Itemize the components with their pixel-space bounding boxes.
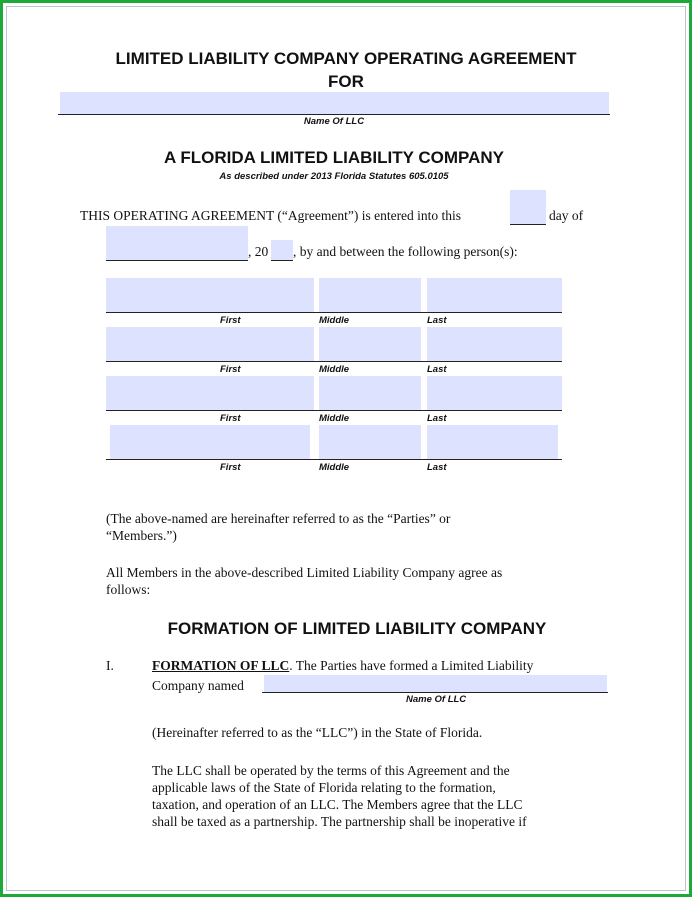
month-field[interactable] xyxy=(106,226,248,260)
article-paragraph xyxy=(152,658,533,674)
year-prefix: , 20 xyxy=(248,244,269,259)
intro-day-of: day of xyxy=(549,208,584,223)
first-caption: First xyxy=(220,413,241,424)
last-caption: Last xyxy=(427,315,447,326)
last-name-field[interactable] xyxy=(427,376,562,410)
first-name-field[interactable] xyxy=(106,278,314,312)
operation-line: taxation, and operation of an LLC. The Members agree that the LLC xyxy=(152,797,523,812)
last-name-field[interactable] xyxy=(427,425,558,459)
document-title: LIMITED LIABILITY COMPANY OPERATING AGREEMENT xyxy=(115,49,577,68)
company-name-caption: Name Of LLC xyxy=(406,694,467,705)
first-caption: First xyxy=(220,462,241,473)
first-name-field[interactable] xyxy=(106,327,314,361)
year-underline xyxy=(271,260,293,261)
row-underline xyxy=(106,312,562,313)
llc-name-caption: Name Of LLC xyxy=(303,116,365,127)
row-underline xyxy=(106,361,562,362)
document-subtitle: A FLORIDA LIMITED LIABILITY COMPANY xyxy=(164,148,504,167)
day-underline xyxy=(510,224,546,225)
year-field[interactable] xyxy=(271,240,293,260)
middle-name-field[interactable] xyxy=(319,425,421,459)
middle-name-field[interactable] xyxy=(319,376,421,410)
article-heading: FORMATION OF LLC xyxy=(152,658,290,673)
middle-caption: Middle xyxy=(319,364,350,375)
last-caption: Last xyxy=(427,413,447,424)
parties-line-2: “Members.”) xyxy=(106,528,177,543)
operation-paragraph xyxy=(152,762,622,830)
operation-line: The LLC shall be operated by the terms of this Agreement and the xyxy=(152,763,510,778)
last-caption: Last xyxy=(427,364,447,375)
document-title-for: FOR xyxy=(328,72,364,91)
company-named-text: Company named xyxy=(152,678,244,693)
intro-text: THIS OPERATING AGREEMENT (“Agreement”) is entered into this xyxy=(80,208,462,223)
middle-name-field[interactable] xyxy=(319,327,421,361)
llc-name-field[interactable] xyxy=(60,92,609,114)
row-underline xyxy=(106,410,562,411)
operation-line: shall be taxed as a partnership. The partnership shall be inoperative if xyxy=(152,814,527,829)
hereinafter-text: (Hereinafter referred to as the “LLC”) in the State of Florida. xyxy=(152,725,483,740)
row-underline xyxy=(106,459,562,460)
month-underline xyxy=(106,260,248,261)
parties-line-1: (The above-named are hereinafter referred to as the “Parties” or xyxy=(106,511,451,526)
middle-name-field[interactable] xyxy=(319,278,421,312)
middle-caption: Middle xyxy=(319,462,350,473)
article-text-1: . The Parties have formed a Limited Liability xyxy=(289,658,534,673)
last-name-field[interactable] xyxy=(427,327,562,361)
section-heading: FORMATION OF LIMITED LIABILITY COMPANY xyxy=(167,619,547,638)
members-line-2: follows: xyxy=(106,582,151,597)
last-name-field[interactable] xyxy=(427,278,562,312)
first-name-field[interactable] xyxy=(110,425,310,459)
first-name-field[interactable] xyxy=(106,376,314,410)
llc-name-underline xyxy=(58,114,610,115)
middle-caption: Middle xyxy=(319,413,350,424)
company-name-field[interactable] xyxy=(264,675,607,692)
members-line-1: All Members in the above-described Limited Liability Company agree as xyxy=(106,565,503,580)
day-field[interactable] xyxy=(510,190,546,224)
operation-line: applicable laws of the State of Florida relating to the formation, xyxy=(152,780,496,795)
first-caption: First xyxy=(220,315,241,326)
company-name-underline xyxy=(262,692,608,693)
intro-between: , by and between the following person(s): xyxy=(293,244,518,259)
middle-caption: Middle xyxy=(319,315,350,326)
article-number: I. xyxy=(106,658,114,673)
statute-note: As described under 2013 Florida Statutes 605.0105 xyxy=(219,171,449,182)
last-caption: Last xyxy=(427,462,447,473)
first-caption: First xyxy=(220,364,241,375)
